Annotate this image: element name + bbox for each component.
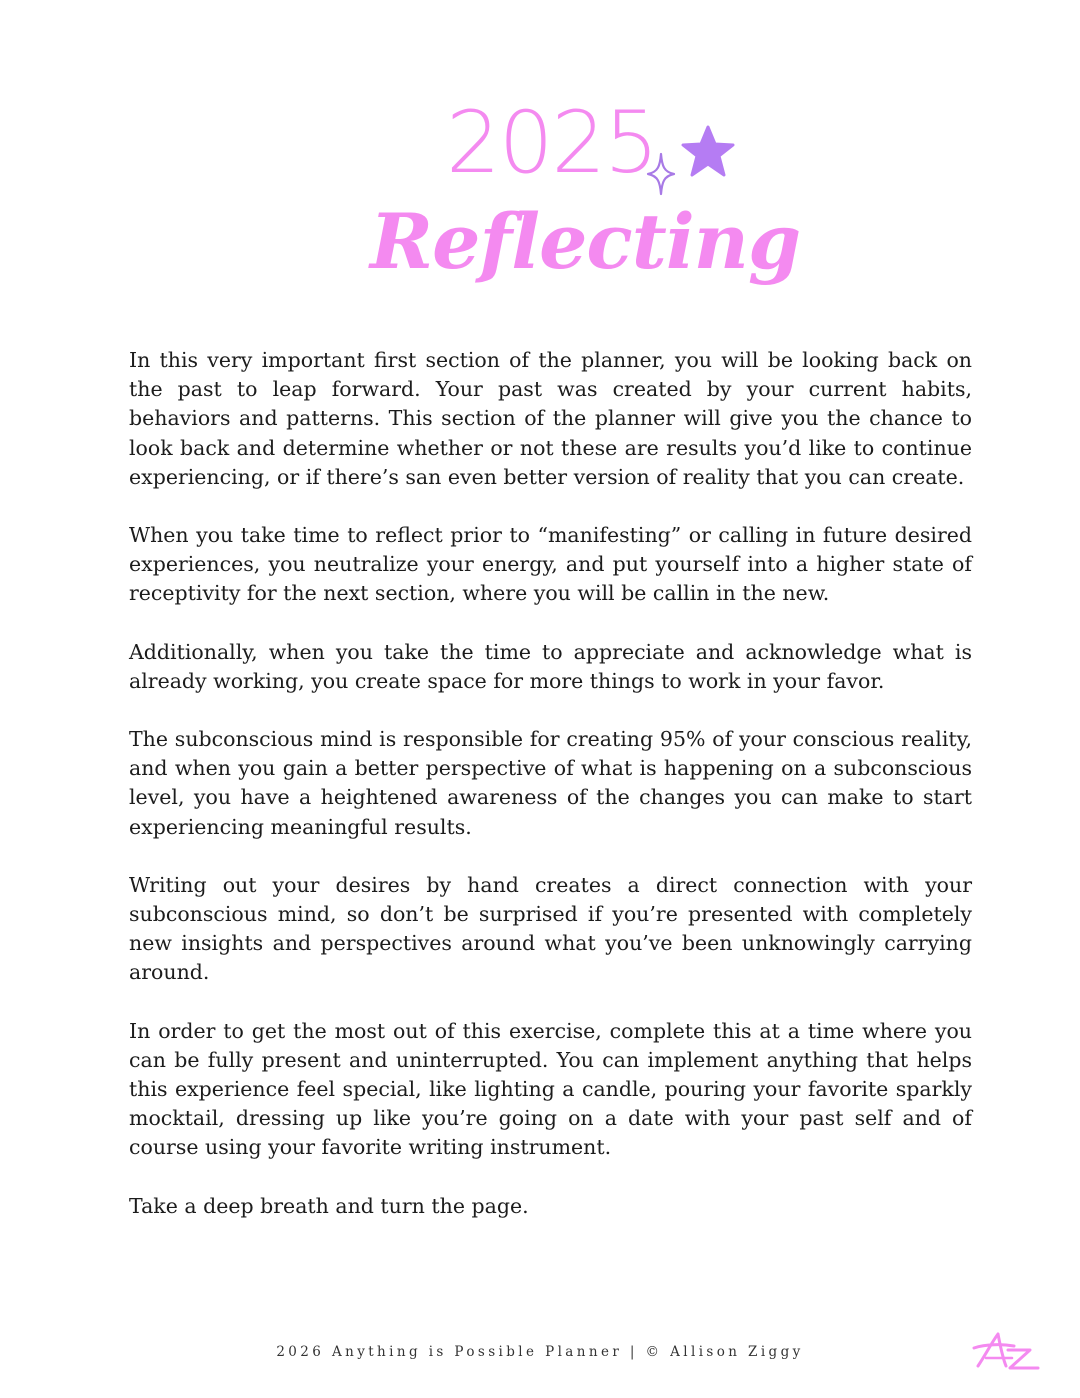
paragraph-subconscious: The subconscious mind is responsible for creating 95% of your conscious reality, and when you gain a better perspective of what is happening on a subconscious level, you have a heightened awareness of the changes you can make to start experiencing meaningful results. <box>129 727 972 839</box>
body-text <box>129 346 972 1250</box>
page-year: 2025 <box>446 93 657 193</box>
paragraph-exercise: In order to get the most out of this exercise, complete this at a time where you can be fully present and uninterrupted. You can implement anything that helps this experience feel special, like lighting a candle, pouring your favorite sparkly mocktail, dressing up like you’re going on a date with your past self and of course using your favorite writing instrument. <box>129 1018 972 1160</box>
paragraph-appreciate: Additionally, when you take the time to appreciate and acknowledge what is already working, you create space for more things to work in your favor. <box>129 639 972 693</box>
page-footer: 2026 Anything is Possible Planner | © Allison Ziggy <box>276 1344 804 1360</box>
az-signature-logo <box>972 1330 1044 1374</box>
paragraph-writing: Writing out your desires by hand creates a direct connection with your subconscious mind, so don’t be surprised if you’re presented with completely new insights and perspectives around what you’ve been unknowingly carrying around. <box>129 872 972 985</box>
star-icon <box>680 124 736 178</box>
paragraph-reflect: When you take time to reflect prior to “manifesting” or calling in future desired experiences, you neutralize your energy, and put yourself into a higher state of receptivity for the next section, where you will be callin in the new. <box>129 523 972 606</box>
paragraph-closing: Take a deep breath and turn the page. <box>129 1193 529 1218</box>
sparkle-icon <box>646 152 676 196</box>
page-title: Reflecting <box>370 197 801 286</box>
paragraph-intro: In this very important first section of the planner, you will be looking back on the past to leap forward. Your past was created by your current habits, behaviors and patterns. This section of the planner will give you the chance to look back and determine whether or not these are results you’d like to continue experiencing, or if there’s san even better version of reality that you can create. <box>129 348 972 489</box>
